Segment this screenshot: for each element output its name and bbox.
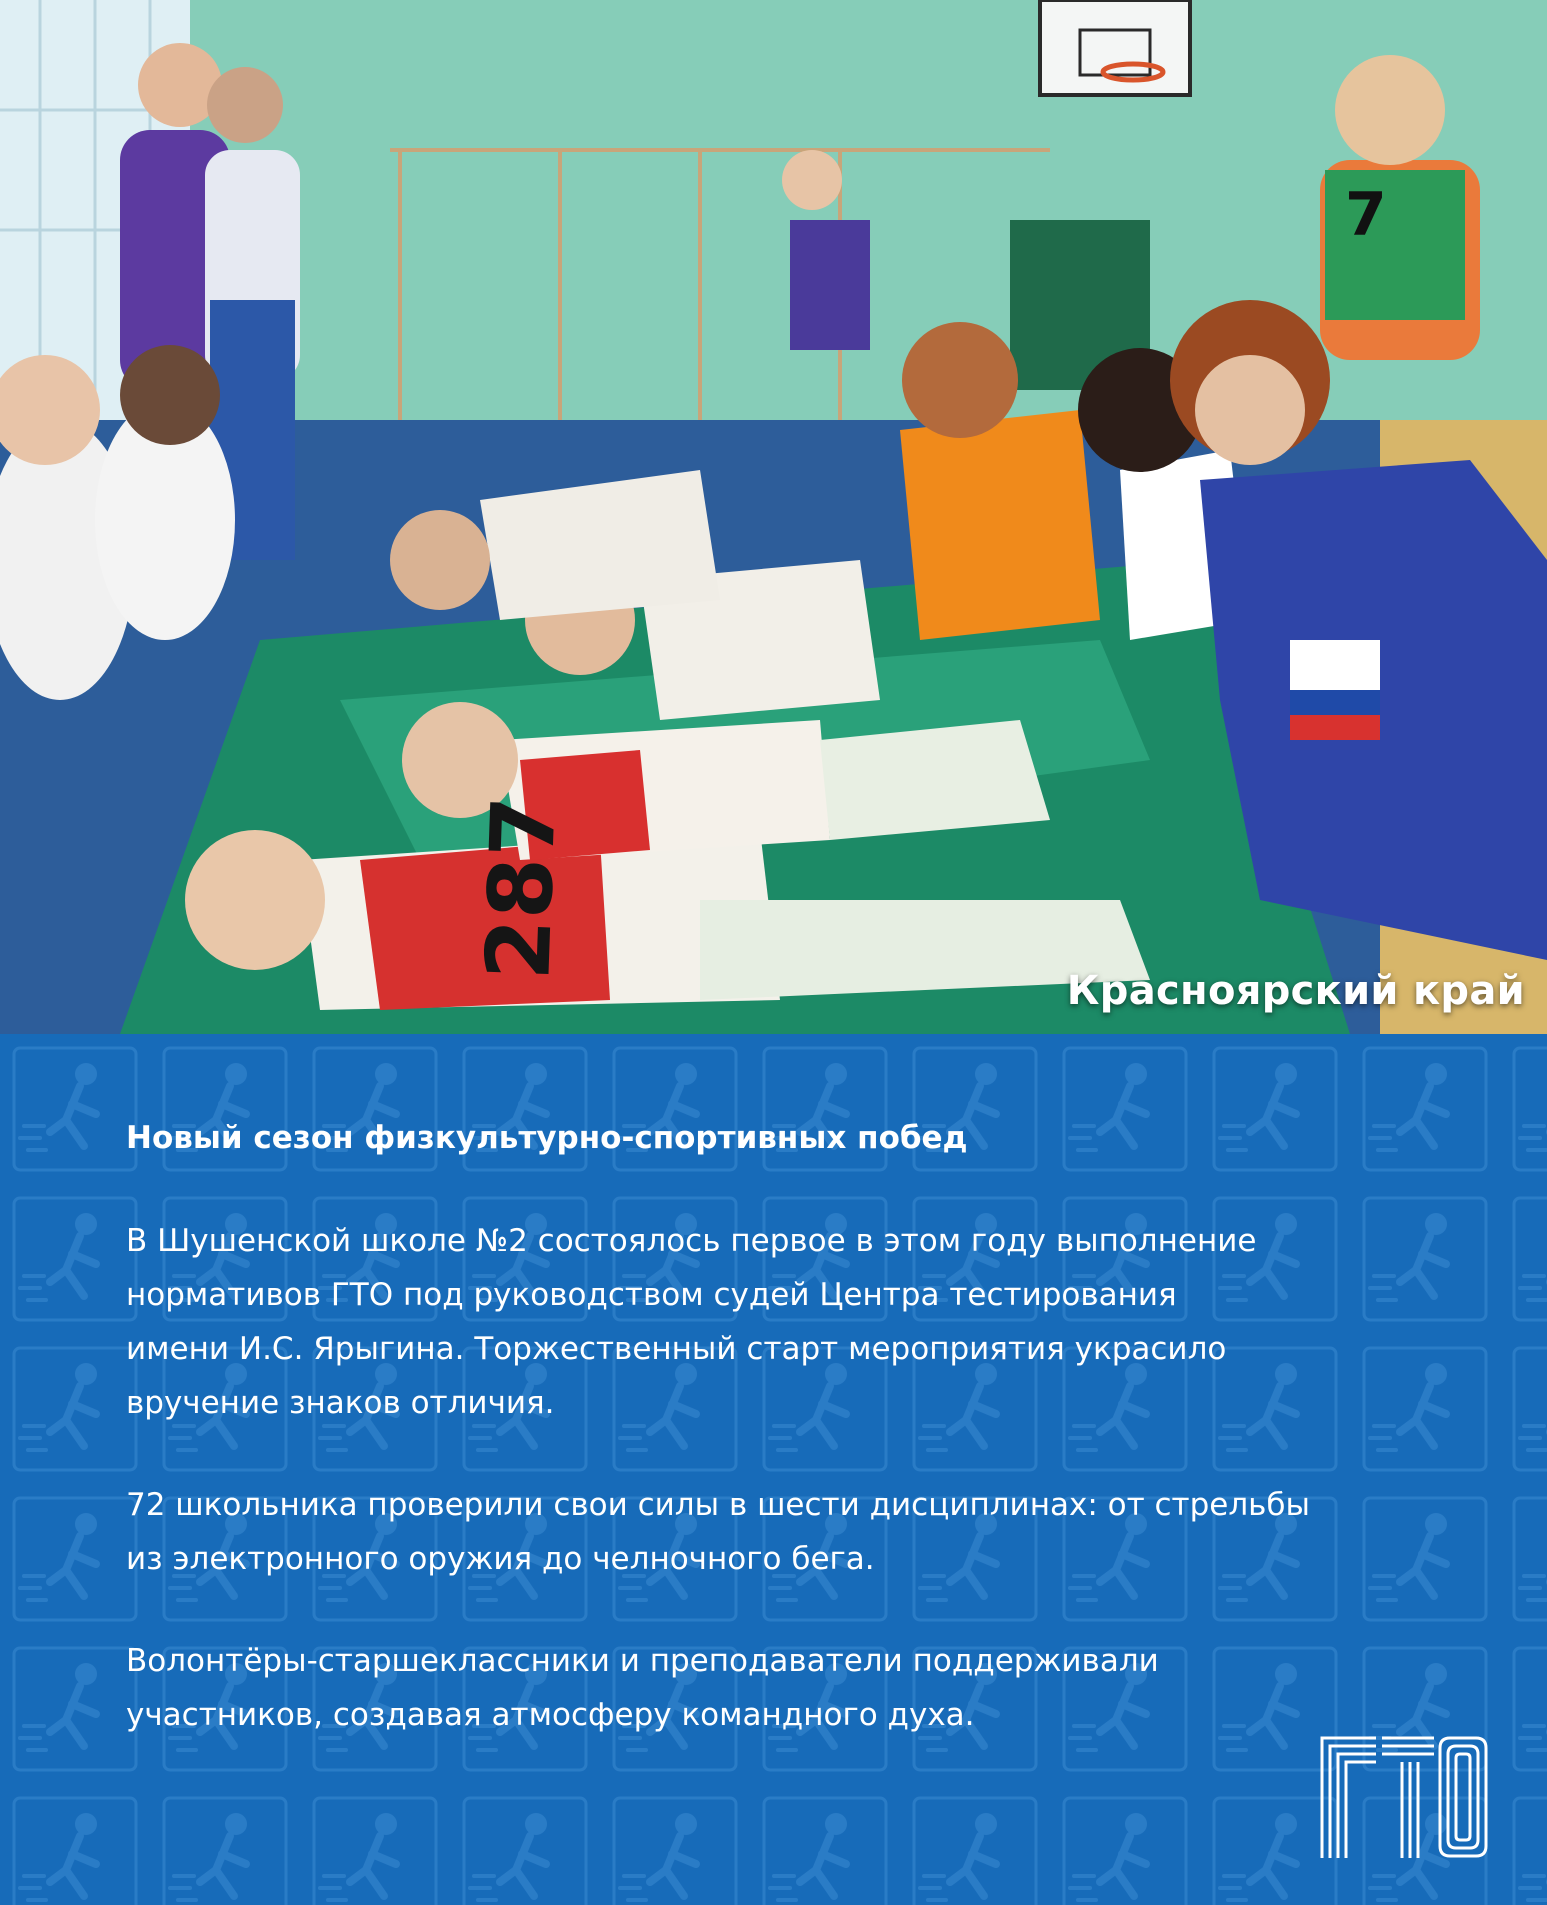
gto-logo-icon xyxy=(1318,1734,1490,1860)
text-panel xyxy=(0,1034,1547,1905)
svg-text:287: 287 xyxy=(466,794,576,982)
article-heading: Новый сезон физкультурно-спортивных побед xyxy=(126,1120,968,1156)
svg-text:7: 7 xyxy=(1345,180,1387,250)
article-paragraph-1: В Шушенской школе №2 состоялось первое в этом году выполнение нормативов ГТО под руководством судей Центра тестирования имени И.С. Ярыгина. Торжественный старт мероприятия украсило вручение знаков отличия. xyxy=(126,1223,1257,1421)
article xyxy=(126,1118,1426,1742)
article-paragraph-2: 72 школьника проверили свои силы в шести дисциплинах: от стрельбы из электронного оружия до челночного бега. xyxy=(126,1487,1311,1577)
article-paragraph-3: Волонтёры-старшеклассники и преподаватели поддерживали участников, создавая атмосферу командного духа. xyxy=(126,1643,1159,1733)
photo-caption: Красноярский край xyxy=(1066,968,1525,1014)
